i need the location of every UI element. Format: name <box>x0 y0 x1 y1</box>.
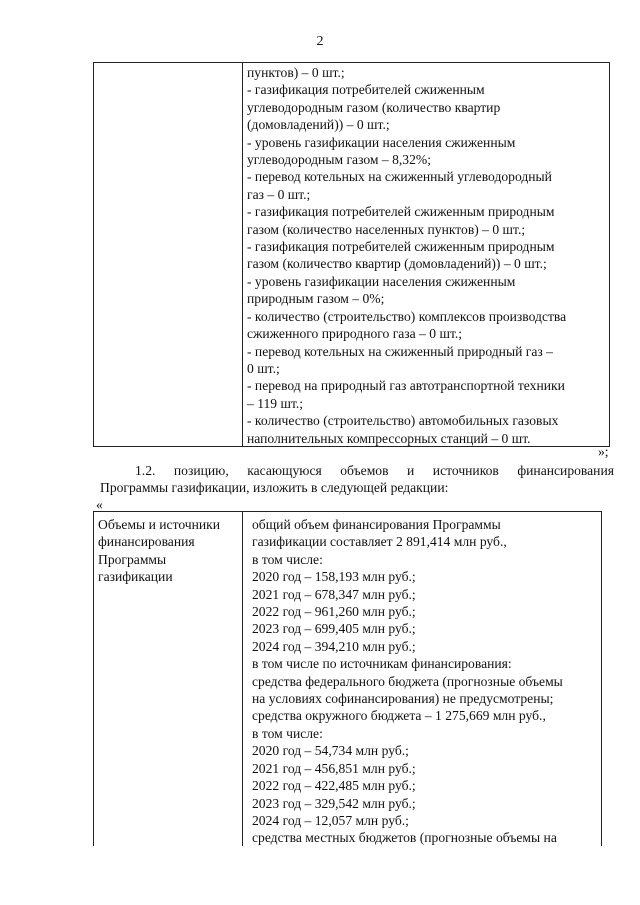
indicator-line: - уровень газификации населения сжиженным <box>247 134 516 150</box>
indicator-line: - газификация потребителей сжиженным <box>247 82 485 98</box>
financing-table <box>93 511 602 846</box>
indicators-cell <box>247 64 566 447</box>
financing-line: 2021 год – 456,851 млн руб.; <box>252 760 416 776</box>
indicator-line: – 119 шт.; <box>247 395 304 411</box>
label-line: Программы <box>98 551 167 567</box>
financing-line: 2022 год – 961,260 млн руб.; <box>252 604 416 620</box>
financing-line: 2022 год – 422,485 млн руб.; <box>252 778 416 794</box>
indicator-line: - газификация потребителей сжиженным природным <box>247 204 555 220</box>
indicator-line: - газификация потребителей сжиженным природным <box>247 239 555 255</box>
indicator-line: пунктов) – 0 шт.; <box>247 65 345 80</box>
indicator-line: природным газом – 0%; <box>247 291 385 307</box>
page-number: 2 <box>316 34 324 49</box>
indicator-line: - перевод на природный газ автотранспортной техники <box>247 378 565 394</box>
financing-line: 2024 год – 12,057 млн руб.; <box>252 812 409 828</box>
financing-label-cell <box>98 516 220 585</box>
indicator-line: сжиженного природного газа – 0 шт.; <box>247 326 463 342</box>
financing-line: общий объем финансирования Программы <box>252 517 501 532</box>
indicator-line: углеводородным газом – 8,32%; <box>247 152 431 168</box>
indicator-line: газом (количество населенных пунктов) – 0 шт.; <box>247 221 526 237</box>
label-line: газификации <box>98 568 173 584</box>
paragraph-line-1: 1.2. позицию, касающуюся объемов и источников финансирования <box>135 463 614 478</box>
indicator-line: - перевод котельных на сжиженный углеводородный <box>247 169 552 185</box>
indicator-line: газом (количество квартир (домовладений)) – 0 шт.; <box>247 256 547 272</box>
financing-line: в том числе: <box>252 551 323 567</box>
financing-line: 2023 год – 699,405 млн руб.; <box>252 621 416 637</box>
label-line: Объемы и источники <box>98 517 221 532</box>
financing-value-cell <box>252 516 563 847</box>
label-line: финансирования <box>98 534 195 550</box>
opening-quote: « <box>96 497 103 512</box>
indicator-line: (домовладений)) – 0 шт.; <box>247 117 390 133</box>
indicator-line: - перевод котельных на сжиженный природный газ – <box>247 343 553 359</box>
financing-line: 2024 год – 394,210 млн руб.; <box>252 638 416 654</box>
financing-line: 2021 год – 678,347 млн руб.; <box>252 586 416 602</box>
indicator-line: углеводородным газом (количество квартир <box>247 99 501 115</box>
financing-line: на условиях софинансирования) не предусмотрены; <box>252 691 554 707</box>
financing-line: газификации составляет 2 891,414 млн руб., <box>252 534 507 550</box>
financing-line: средства федерального бюджета (прогнозные объемы <box>252 673 563 689</box>
indicator-line: - количество (строительство) комплексов производства <box>247 308 567 324</box>
financing-line: в том числе: <box>252 725 323 741</box>
financing-line: в том числе по источникам финансирования: <box>252 656 512 672</box>
indicator-line: наполнительных компрессорных станций – 0 шт. <box>247 430 531 446</box>
financing-line: средства местных бюджетов (прогнозные объемы на <box>252 830 557 846</box>
financing-line: 2023 год – 329,542 млн руб.; <box>252 795 416 811</box>
financing-line: средства окружного бюджета – 1 275,669 млн руб., <box>252 708 546 724</box>
indicator-line: - уровень газификации населения сжиженным <box>247 273 516 289</box>
indicator-line: газ – 0 шт.; <box>247 186 311 202</box>
closing-quote: »; <box>598 444 609 459</box>
paragraph-line-2: Программы газификации, изложить в следующей редакции: <box>100 480 449 495</box>
column-divider <box>242 512 243 846</box>
indicator-line: 0 шт.; <box>247 360 280 376</box>
indicators-table <box>93 62 610 447</box>
financing-line: 2020 год – 158,193 млн руб.; <box>252 569 416 585</box>
financing-line: 2020 год – 54,734 млн руб.; <box>252 743 409 759</box>
indicator-line: - количество (строительство) автомобильных газовых <box>247 413 559 429</box>
column-divider <box>242 63 243 446</box>
